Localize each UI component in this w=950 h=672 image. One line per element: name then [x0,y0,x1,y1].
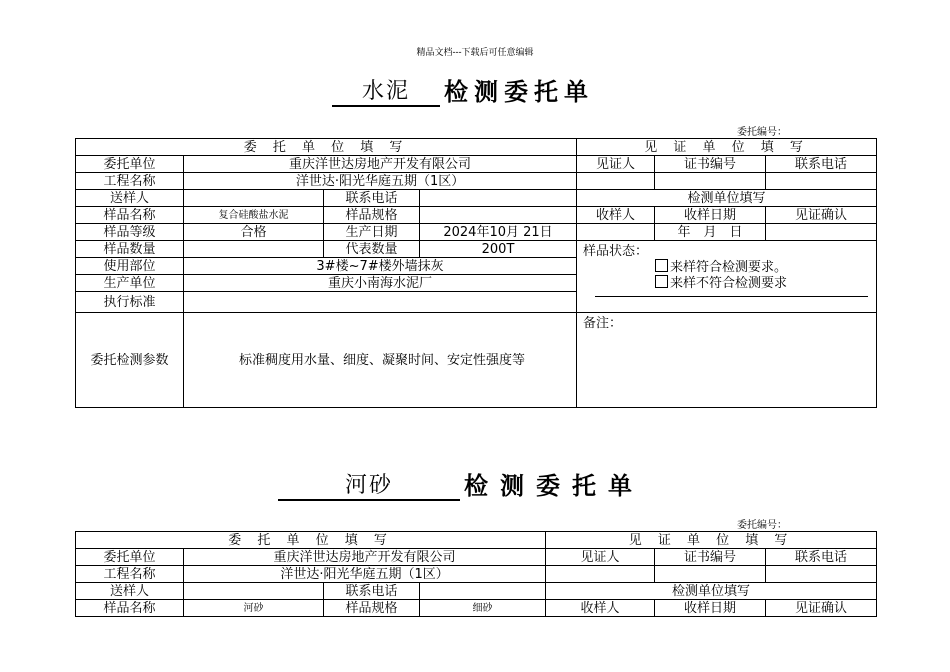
form2-cert-value[interactable] [655,566,766,583]
form2-value-spec: 细砂 [420,600,546,617]
form1-value-sample: 复合硅酸盐水泥 [184,207,324,224]
form1-entrust-no-label: 委托编号： [737,127,787,138]
form1-value-standard[interactable] [184,292,577,313]
form1-value-qty[interactable] [184,241,324,258]
form1-label-client: 委托单位 [76,156,184,173]
form2-contact-phone: 联系电话 [766,549,877,566]
form2-label-sample: 样品名称 [76,600,184,617]
form1-label-rep: 代表数量 [324,241,420,258]
form1-label-maker: 生产单位 [76,275,184,292]
form1-label-grade: 样品等级 [76,224,184,241]
form1-value-date: 2024年10月 21日 [420,224,577,241]
form2-label-project: 工程名称 [76,566,184,583]
form1-left-head: 委 托 单 位 填 写 [76,139,577,156]
form1-table [75,138,877,408]
form2-right-head: 见 证 单 位 填 写 [546,532,877,549]
form2-receiver: 收样人 [546,600,655,617]
form1-sample-status [577,241,877,313]
form2-value-client: 重庆洋世达房地产开发有限公司 [184,549,546,566]
form1-status-label: 样品状态： [583,244,649,259]
header-note: 精品文档---下载后可任意编辑 [416,48,534,58]
form2-label-client: 委托单位 [76,549,184,566]
form1-label-standard: 执行标准 [76,292,184,313]
form1-contact-value[interactable] [766,173,877,190]
form1-status-line [595,295,868,297]
form2-value-sample: 河砂 [184,600,324,617]
form1-value-maker: 重庆小南海水泥厂 [184,275,577,292]
form1-title-text: 检测委托单 [444,78,594,106]
form1-value-client: 重庆洋世达房地产开发有限公司 [184,156,577,173]
form1-status-bad-text: 来样不符合检测要求 [670,276,788,291]
form1-value-params: 标准稠度用水量、细度、凝聚时间、安定性强度等 [184,313,577,408]
form2-witness-value[interactable] [546,566,655,583]
form2-cert-no: 证书编号 [655,549,766,566]
checkbox-icon[interactable] [655,275,668,288]
form1-label-params: 委托检测参数 [76,313,184,408]
form1-title [332,72,594,107]
form2-witness: 见证人 [546,549,655,566]
form2-entrust-no-label: 委托编号： [737,520,787,531]
form2-title-text: 检测委托单 [464,472,644,500]
form1-value-project: 洋世达·阳光华庭五期（1区） [184,173,577,190]
form1-value-part: 3#楼~7#楼外墙抹灰 [184,258,577,275]
form2-value-phone[interactable] [420,583,546,600]
form1-cert-no: 证书编号 [655,156,766,173]
form1-remark: 备注： [577,313,877,408]
form1-value-sender[interactable] [184,190,324,207]
form1-witness-value[interactable] [577,173,655,190]
form2-left-head: 委 托 单 位 填 写 [76,532,546,549]
form1-label-phone: 联系电话 [324,190,420,207]
form2-contact-value[interactable] [766,566,877,583]
form1-receiver-value[interactable] [577,224,655,241]
form1-right-head: 见 证 单 位 填 写 [577,139,877,156]
form2-material: 河砂 [278,473,460,501]
form2-value-sender[interactable] [184,583,324,600]
form2-receive-date: 收样日期 [655,600,766,617]
checkbox-icon[interactable] [655,259,668,272]
form1-label-sender: 送样人 [76,190,184,207]
form1-contact-phone: 联系电话 [766,156,877,173]
form2-witness-confirm: 见证确认 [766,600,877,617]
form2-table [75,531,877,617]
form1-status-ok-text: 来样符合检测要求。 [670,260,788,275]
form2-value-project: 洋世达·阳光华庭五期（1区） [184,566,546,583]
form2-lab-head: 检测单位填写 [546,583,877,600]
form1-lab-head: 检测单位填写 [577,190,877,207]
form2-label-phone: 联系电话 [324,583,420,600]
form1-material: 水泥 [332,79,440,107]
form2-title [278,466,644,501]
form1-label-part: 使用部位 [76,258,184,275]
form1-status-bad[interactable] [583,275,870,291]
form1-receive-date: 收样日期 [655,207,766,224]
form1-value-spec[interactable] [420,207,577,224]
form1-ymd: 年 月 日 [655,224,766,241]
form1-confirm-value[interactable] [766,224,877,241]
form1-value-phone[interactable] [420,190,577,207]
form1-value-grade: 合格 [184,224,324,241]
form2-label-spec: 样品规格 [324,600,420,617]
form1-status-ok[interactable] [583,259,870,275]
form1-receiver: 收样人 [577,207,655,224]
form2-label-sender: 送样人 [76,583,184,600]
form1-value-rep: 200T [420,241,577,258]
form1-witness: 见证人 [577,156,655,173]
form1-label-date: 生产日期 [324,224,420,241]
form1-witness-confirm: 见证确认 [766,207,877,224]
form1-label-project: 工程名称 [76,173,184,190]
form1-cert-value[interactable] [655,173,766,190]
form1-label-spec: 样品规格 [324,207,420,224]
form1-label-sample: 样品名称 [76,207,184,224]
form1-label-qty: 样品数量 [76,241,184,258]
